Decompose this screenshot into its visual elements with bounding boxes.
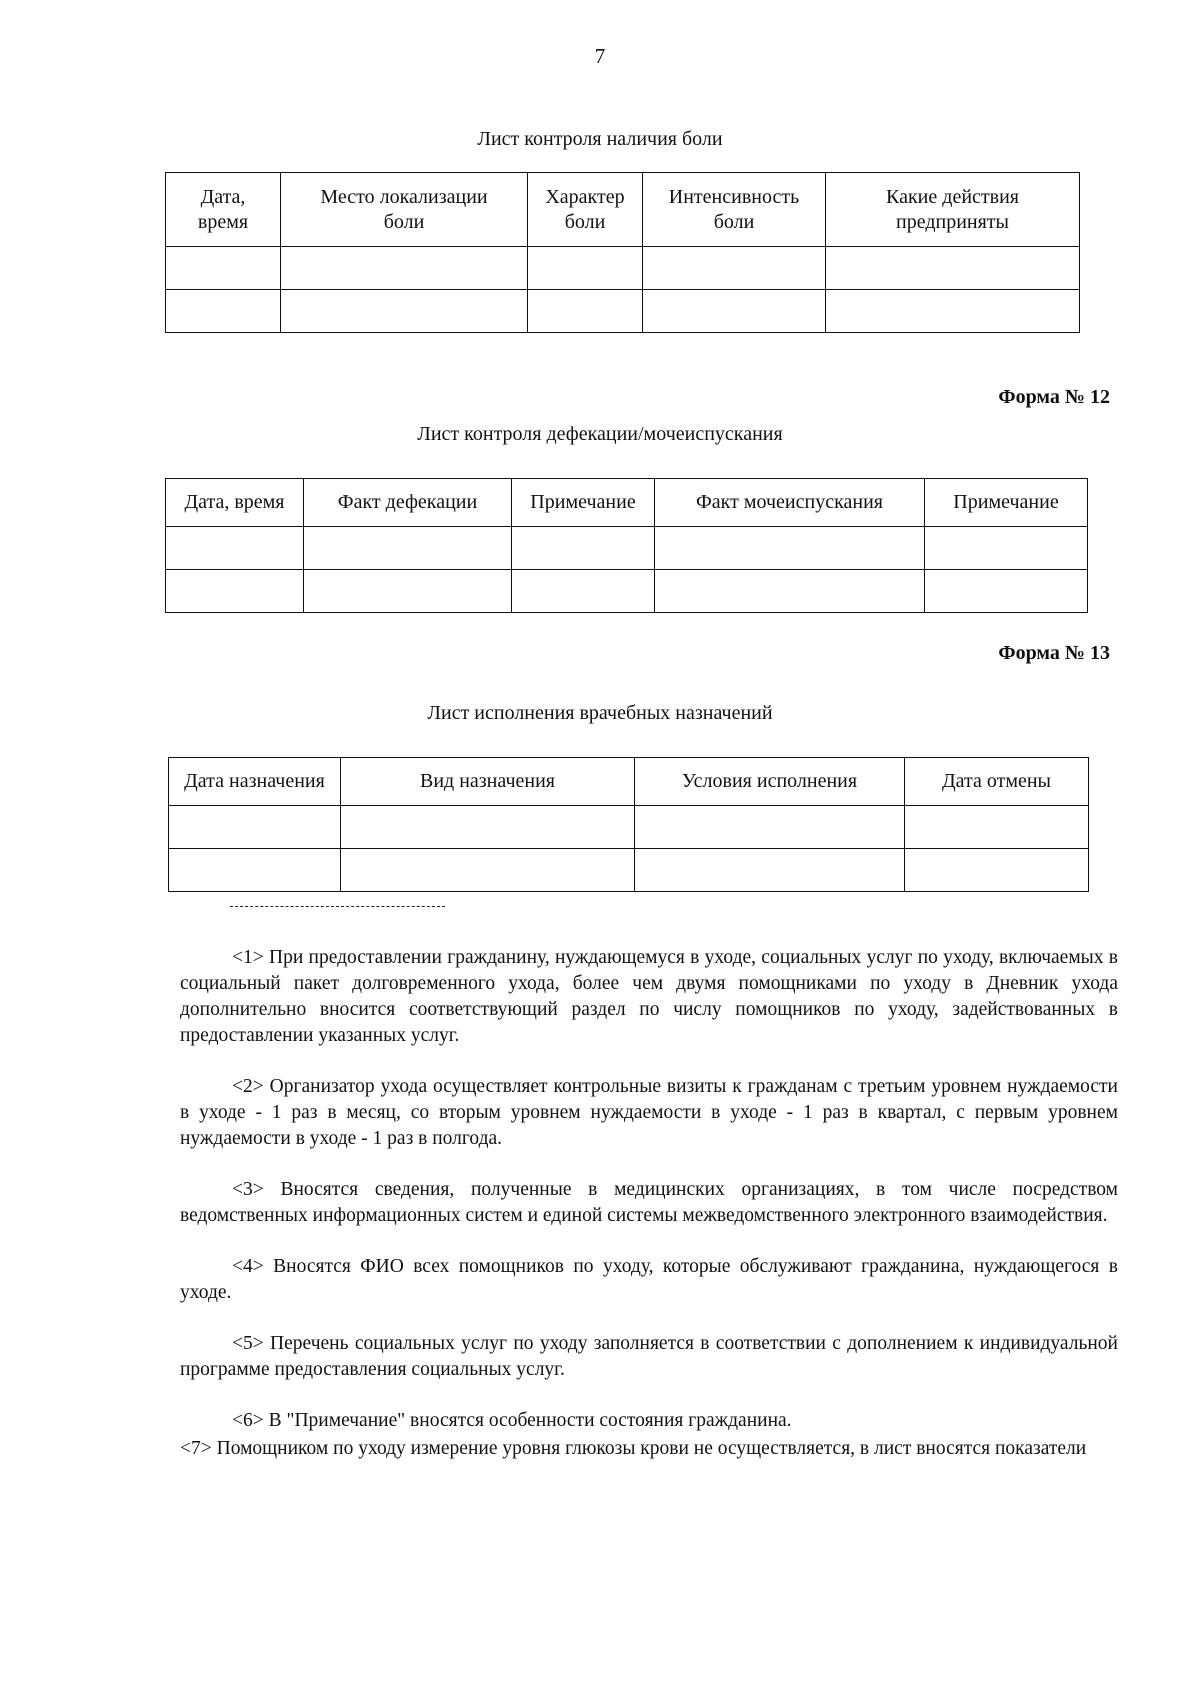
footnote-4: <4> Вносятся ФИО всех помощников по уходу, которые обслуживают гражданина, нуждающегося в уходе. [180,1256,1118,1303]
form-12-label: Форма № 12 [998,386,1110,408]
table-row [166,527,1088,570]
table-cell[interactable] [166,247,281,290]
footnote-5: <5> Перечень социальных услуг по уходу заполняется в соответствии с дополнением к индивидуальной программе предоставления социальных услуг. [180,1333,1118,1380]
table-cell[interactable] [826,247,1080,290]
footnote-2: <2> Организатор ухода осуществляет контрольные визиты к гражданам с третьим уровнем нуждаемости в уходе - 1 раз в месяц, со вторым уровнем нуждаемости в уходе - 1 раз в квартал, с первым уровнем нуждаемости в уходе - 1 раз в полгода. [180,1076,1118,1149]
header-pain-location: Место локализации боли [281,173,528,247]
table-cell[interactable] [635,806,905,849]
table-cell[interactable] [643,290,826,333]
form-12-title: Лист контроля дефекации/мочеиспускания [417,423,783,445]
table-cell[interactable] [925,570,1088,613]
pain-control-table [165,172,1080,333]
table-cell[interactable] [655,527,925,570]
header-cancellation-date: Дата отмены [905,758,1089,806]
header-actions-taken: Какие действия предприняты [826,173,1080,247]
header-date-time: Дата, время [166,173,281,247]
table-cell[interactable] [304,527,512,570]
table-row [166,570,1088,613]
header-execution-conditions: Условия исполнения [635,758,905,806]
table-cell[interactable] [281,247,528,290]
table-cell[interactable] [905,806,1089,849]
table-cell[interactable] [826,290,1080,333]
table-cell[interactable] [304,570,512,613]
header-prescription-date: Дата назначения [169,758,341,806]
footnote-7: <7> Помощником по уходу измерение уровня глюкозы крови не осуществляется, в лист вносятся показатели [180,1438,1087,1459]
footnote-separator [230,906,445,907]
footnote-6: <6> В "Примечание" вносятся особенности состояния гражданина. [232,1410,792,1431]
table-cell[interactable] [166,527,304,570]
form-13-label: Форма № 13 [998,642,1110,664]
table-cell[interactable] [905,849,1089,892]
table-row [166,290,1080,333]
table-cell[interactable] [281,290,528,333]
header-note: Примечание [925,479,1088,527]
table-cell[interactable] [528,290,643,333]
page-number: 7 [594,44,606,68]
footnote-3: <3> Вносятся сведения, полученные в медицинских организациях, в том числе посредством ведомственных информационных систем и единой системы межведомственного электронного взаимодействия. [180,1179,1118,1226]
table-cell[interactable] [512,570,655,613]
table-cell[interactable] [528,247,643,290]
table-row [169,806,1089,849]
header-defecation-fact: Факт дефекации [304,479,512,527]
header-date-time: Дата, время [166,479,304,527]
table-cell[interactable] [635,849,905,892]
table-cell[interactable] [341,806,635,849]
table-cell[interactable] [341,849,635,892]
table-cell[interactable] [166,290,281,333]
header-urination-fact: Факт мочеиспускания [655,479,925,527]
table-cell[interactable] [512,527,655,570]
table-cell[interactable] [169,806,341,849]
header-pain-intensity: Интенсивность боли [643,173,826,247]
table-cell[interactable] [166,570,304,613]
footnote-1: <1> При предоставлении гражданину, нуждающемуся в уходе, социальных услуг по уходу, включаемых в социальный пакет долговременного ухода, более чем двумя помощниками по уходу в Дневник ухода дополнительно вносится соответствующий раздел по числу помощников по уходу, задействованных в предоставлении указанных услуг. [180,947,1118,1046]
table-cell[interactable] [643,247,826,290]
defecation-urination-table [165,478,1088,613]
table-cell[interactable] [925,527,1088,570]
pain-sheet-title: Лист контроля наличия боли [477,128,723,150]
table-cell[interactable] [655,570,925,613]
footnotes [180,945,1118,1464]
table-row [169,849,1089,892]
table-row [166,247,1080,290]
header-note: Примечание [512,479,655,527]
table-cell[interactable] [169,849,341,892]
header-prescription-type: Вид назначения [341,758,635,806]
header-pain-character: Характер боли [528,173,643,247]
medical-prescriptions-table [168,757,1089,892]
form-13-title: Лист исполнения врачебных назначений [427,702,773,724]
